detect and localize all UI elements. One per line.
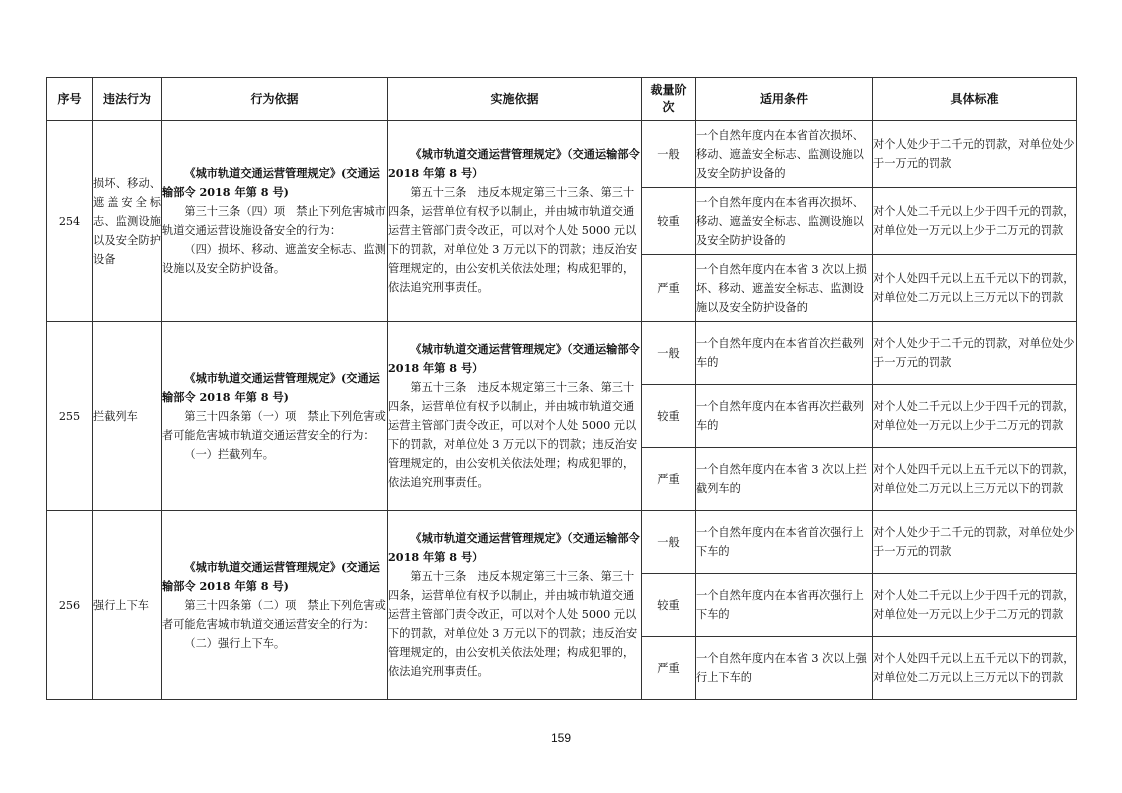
row-impl	[388, 121, 642, 322]
level-cell: 较重	[642, 385, 696, 448]
table-header-row	[47, 78, 1077, 121]
basis-article: 第三十四条第（二）项 禁止下列危害或者可能危害城市轨道交通运营安全的行为：	[162, 598, 386, 631]
impl-article: 第五十三条 违反本规定第三十三条、第三十四条，运营单位有权予以制止，并由城市轨道交通运营主管部门责令改正，可以对个人处 5000 元以下的罚款，对单位处 3 万元以下的罚款；违反治安管理规定的，由公安机关依法处理；构成犯罪的，依法追究刑事责任。	[388, 381, 638, 489]
row-basis	[162, 322, 388, 511]
row-seq: 256	[47, 511, 93, 700]
standard-cell: 对个人处二千元以上少于四千元的罚款，对单位处一万元以上少于二万元的罚款	[873, 385, 1077, 448]
header-impl: 实施依据	[388, 78, 642, 121]
table-row	[47, 511, 1077, 574]
impl-article: 第五十三条 违反本规定第三十三条、第三十四条，运营单位有权予以制止，并由城市轨道交通运营主管部门责令改正，可以对个人处 5000 元以下的罚款，对单位处 3 万元以下的罚款；违反治安管理规定的，由公安机关依法处理；构成犯罪的，依法追究刑事责任。	[388, 186, 638, 294]
impl-law-title: 《城市轨道交通运营管理规定》（交通运输部令 2018 年第 8 号）	[388, 342, 640, 375]
row-impl	[388, 511, 642, 700]
row-behavior: 损坏、移动、遮盖安全标志、监测设施以及安全防护设备	[93, 121, 162, 322]
row-basis	[162, 121, 388, 322]
standard-cell: 对个人处少于二千元的罚款，对单位处少于一万元的罚款	[873, 121, 1077, 188]
penalty-standard-table	[46, 77, 1077, 700]
condition-cell: 一个自然年度内在本省 3 次以上强行上下车的	[696, 637, 873, 700]
standard-cell: 对个人处四千元以上五千元以下的罚款，对单位处二万元以上三万元以下的罚款	[873, 637, 1077, 700]
standard-cell: 对个人处二千元以上少于四千元的罚款，对单位处一万元以上少于二万元的罚款	[873, 574, 1077, 637]
basis-item: （一）拦截列车。	[184, 447, 274, 461]
condition-cell: 一个自然年度内在本省首次拦截列车的	[696, 322, 873, 385]
row-seq: 254	[47, 121, 93, 322]
standard-cell: 对个人处二千元以上少于四千元的罚款，对单位处一万元以上少于二万元的罚款	[873, 188, 1077, 255]
row-impl	[388, 322, 642, 511]
standard-cell: 对个人处少于二千元的罚款，对单位处少于一万元的罚款	[873, 511, 1077, 574]
header-level: 裁量阶次	[642, 78, 696, 121]
table-row	[47, 322, 1077, 385]
condition-cell: 一个自然年度内在本省再次强行上下车的	[696, 574, 873, 637]
row-behavior: 强行上下车	[93, 511, 162, 700]
level-cell: 一般	[642, 322, 696, 385]
basis-item: （四）损坏、移动、遮盖安全标志、监测设施以及安全防护设备。	[162, 243, 386, 275]
condition-cell: 一个自然年度内在本省首次损坏、移动、遮盖安全标志、监测设施以及安全防护设备的	[696, 121, 873, 188]
page-number: 159	[550, 731, 572, 745]
level-cell: 较重	[642, 574, 696, 637]
level-cell: 一般	[642, 511, 696, 574]
condition-cell: 一个自然年度内在本省再次拦截列车的	[696, 385, 873, 448]
impl-article: 第五十三条 违反本规定第三十三条、第三十四条，运营单位有权予以制止，并由城市轨道交通运营主管部门责令改正，可以对个人处 5000 元以下的罚款，对单位处 3 万元以下的罚款；违反治安管理规定的，由公安机关依法处理；构成犯罪的，依法追究刑事责任。	[388, 570, 638, 678]
header-behavior: 违法行为	[93, 78, 162, 121]
level-cell: 严重	[642, 637, 696, 700]
condition-cell: 一个自然年度内在本省再次损坏、移动、遮盖安全标志、监测设施以及安全防护设备的	[696, 188, 873, 255]
basis-law-title: 《城市轨道交通运营管理规定》(交通运输部令 2018 年第 8 号)	[162, 370, 380, 404]
level-cell: 一般	[642, 121, 696, 188]
header-std: 具体标准	[873, 78, 1077, 121]
basis-article: 第三十四条第（一）项 禁止下列危害或者可能危害城市轨道交通运营安全的行为：	[162, 409, 386, 442]
basis-article: 第三十三条（四）项 禁止下列危害城市轨道交通运营设施设备安全的行为：	[162, 205, 386, 237]
table-row	[47, 121, 1077, 188]
row-basis	[162, 511, 388, 700]
header-cond: 适用条件	[696, 78, 873, 121]
condition-cell: 一个自然年度内在本省 3 次以上损坏、移动、遮盖安全标志、监测设施以及安全防护设备的	[696, 255, 873, 322]
standard-cell: 对个人处四千元以上五千元以下的罚款，对单位处二万元以上三万元以下的罚款	[873, 255, 1077, 322]
standard-cell: 对个人处四千元以上五千元以下的罚款，对单位处二万元以上三万元以下的罚款	[873, 448, 1077, 511]
condition-cell: 一个自然年度内在本省 3 次以上拦截列车的	[696, 448, 873, 511]
level-cell: 严重	[642, 255, 696, 322]
standard-cell: 对个人处少于二千元的罚款，对单位处少于一万元的罚款	[873, 322, 1077, 385]
row-behavior: 拦截列车	[93, 322, 162, 511]
impl-law-title: 《城市轨道交通运营管理规定》（交通运输部令 2018 年第 8 号）	[388, 531, 640, 564]
level-cell: 严重	[642, 448, 696, 511]
basis-item: （二）强行上下车。	[184, 636, 286, 650]
header-seq: 序号	[47, 78, 93, 121]
header-basis: 行为依据	[162, 78, 388, 121]
level-cell: 较重	[642, 188, 696, 255]
condition-cell: 一个自然年度内在本省首次强行上下车的	[696, 511, 873, 574]
row-seq: 255	[47, 322, 93, 511]
basis-law-title: 《城市轨道交通运营管理规定》(交通运输部令 2018 年第 8 号)	[162, 559, 380, 593]
impl-law-title: 《城市轨道交通运营管理规定》（交通运输部令 2018 年第 8 号）	[388, 147, 640, 180]
basis-law-title: 《城市轨道交通运营管理规定》(交通运输部令 2018 年第 8 号)	[162, 166, 380, 199]
